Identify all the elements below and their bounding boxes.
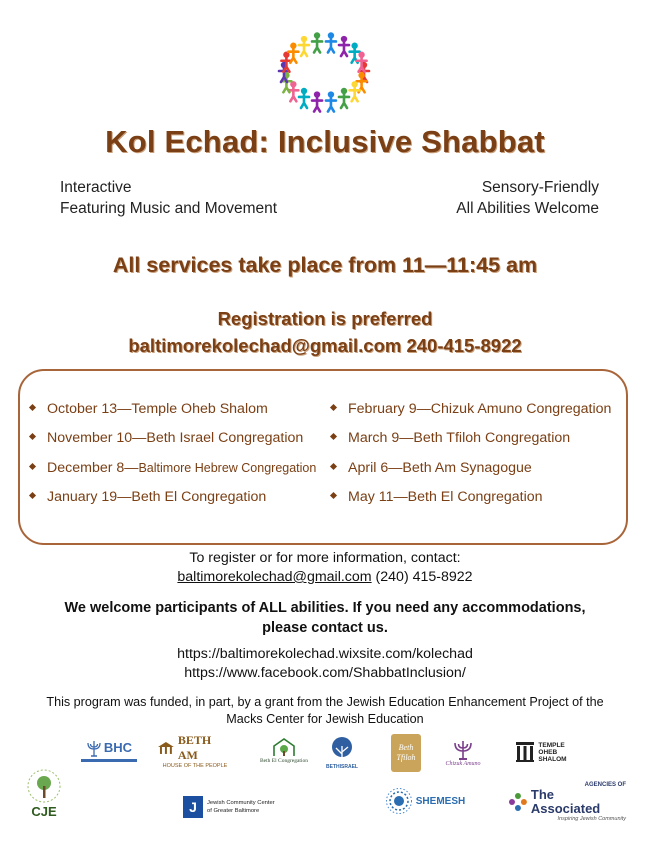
bullet-icon [29, 404, 36, 411]
funding-line: Macks Center for Jewish Education [226, 712, 424, 726]
website-link[interactable]: https://baltimorekolechad.wixsite.com/kolechad [177, 646, 473, 662]
associated-logo: AGENCIES OF The Associated Inspiring Jewish Community [508, 784, 626, 820]
shemesh-logo: SHEMESH [380, 785, 470, 817]
person-figure [326, 32, 336, 52]
cje-logo: CJE [20, 766, 68, 820]
email-link[interactable]: baltimorekolechad@gmail.com [177, 569, 372, 585]
beth-israel-logo: BETHISRAEL [322, 733, 362, 773]
person-figure [326, 91, 336, 111]
sun-icon [385, 787, 413, 815]
bhc-logo: BHC [80, 733, 138, 767]
person-figure [312, 91, 322, 111]
circle-of-people-image [268, 30, 380, 118]
registration-heading: Registration is preferred [217, 308, 433, 329]
schedule-item: November 10—Beth Israel Congregation [30, 430, 303, 446]
menorah-icon [451, 737, 475, 761]
jcc-badge-icon: J [183, 796, 203, 818]
funding-note [0, 694, 650, 728]
links-block [0, 645, 650, 683]
associated-star-icon [508, 792, 528, 812]
welcome-statement [0, 598, 650, 638]
schedule-item: December 8—Baltimore Hebrew Congregation [30, 460, 316, 476]
bullet-icon [330, 433, 337, 440]
person-figure [350, 81, 360, 101]
temple-oheb-shalom-logo: TEMPLE OHEB SHALOM [508, 738, 574, 766]
schedule-item: April 6—Beth Am Synagogue [331, 460, 532, 476]
beth-am-logo: BETH AM HOUSE OF THE PEOPLE [157, 739, 233, 763]
menorah-icon [86, 739, 102, 757]
bullet-icon [29, 492, 36, 499]
welcome-line: We welcome participants of ALL abilities. If you need any accommodations, [64, 600, 586, 616]
schedule-item: January 19—Beth El Congregation [30, 489, 266, 505]
jcc-logo: J Jewish Community Center of Greater Baltimore [183, 794, 295, 820]
schedule-item: October 13—Temple Oheb Shalom [30, 401, 268, 417]
chizuk-amuno-logo: Chizuk Amuno [440, 732, 486, 772]
registration-contact: baltimorekolechad@gmail.com 240-415-8922 [128, 335, 522, 356]
facebook-link[interactable]: https://www.facebook.com/ShabbatInclusion/ [184, 665, 466, 681]
page-title: Kol Echad: Inclusive Shabbat [105, 124, 545, 159]
beth-tfiloh-logo: Beth Tfiloh [391, 734, 421, 772]
person-figure [339, 88, 349, 108]
tree-icon [22, 768, 66, 804]
service-time: All services take place from 11—11:45 am [112, 253, 538, 277]
contact-phone: (240) 415-8922 [371, 569, 473, 585]
columns-icon [515, 741, 535, 763]
schedule-item: May 11—Beth El Congregation [331, 489, 543, 505]
contact-intro: To register or for more information, contact: [189, 550, 461, 566]
contact-block [0, 549, 650, 587]
feature-item: All Abilities Welcome [456, 200, 599, 217]
person-figure [299, 36, 309, 56]
bullet-icon [330, 404, 337, 411]
building-icon [157, 741, 175, 755]
features-right [456, 177, 599, 219]
person-figure [339, 36, 349, 56]
schedule-box [18, 369, 628, 545]
bullet-icon [29, 433, 36, 440]
bullet-icon [330, 463, 337, 470]
schedule-item: February 9—Chizuk Amuno Congregation [331, 401, 611, 417]
features-left [60, 177, 277, 219]
registration-block [0, 305, 650, 359]
bullet-icon [330, 492, 337, 499]
beth-el-logo: Beth El Congregation [256, 732, 312, 770]
person-figure [299, 88, 309, 108]
schedule-item: March 9—Beth Tfiloh Congregation [331, 430, 570, 446]
feature-item: Featuring Music and Movement [60, 200, 278, 217]
tree-house-icon [272, 738, 296, 758]
contact-line [0, 568, 650, 587]
tree-icon [327, 736, 357, 764]
welcome-line: please contact us. [262, 620, 388, 636]
funding-line: This program was funded, in part, by a grant from the Jewish Education Enhancement Project of the [46, 695, 604, 709]
feature-item: Sensory-Friendly [481, 179, 599, 196]
person-figure [312, 32, 322, 52]
feature-item: Interactive [60, 179, 132, 196]
bullet-icon [29, 463, 36, 470]
